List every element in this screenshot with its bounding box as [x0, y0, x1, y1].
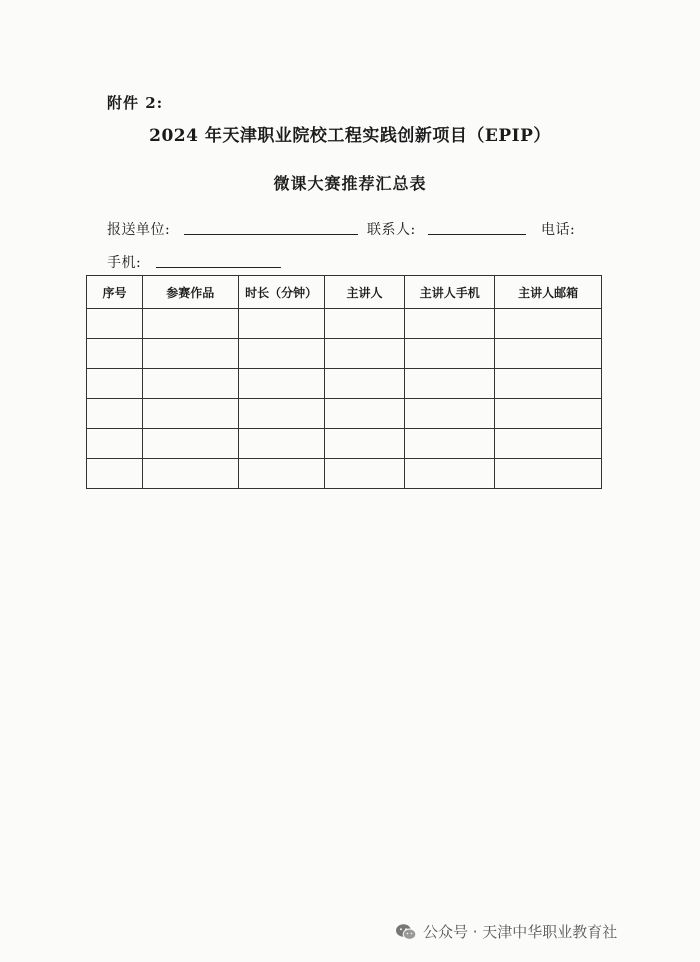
mobile-field-line [156, 266, 281, 268]
table-cell [238, 459, 324, 489]
table-cell [324, 339, 405, 369]
table-cell [142, 369, 238, 399]
table-cell [238, 429, 324, 459]
table-cell [238, 309, 324, 339]
table-cell [495, 459, 602, 489]
table-cell [324, 399, 405, 429]
header-duration: 时长（分钟） [238, 276, 324, 309]
watermark-text: 公众号 · 天津中华职业教育社 [423, 923, 618, 941]
contact-field-line [428, 233, 526, 235]
header-entry: 参赛作品 [142, 276, 238, 309]
table-cell [405, 429, 495, 459]
table-cell [142, 399, 238, 429]
table-cell [87, 429, 143, 459]
table-cell [87, 399, 143, 429]
watermark [395, 921, 617, 942]
header-lecturer-email: 主讲人邮箱 [495, 276, 602, 309]
table-header-row [87, 276, 602, 309]
table-row [87, 399, 602, 429]
table-cell [405, 339, 495, 369]
mobile-field-label: 手机: [107, 255, 142, 271]
unit-field-label: 报送单位: [107, 222, 171, 238]
table-cell [142, 459, 238, 489]
table-cell [405, 399, 495, 429]
phone-field-label: 电话: [541, 222, 576, 238]
table-cell [238, 339, 324, 369]
header-lecturer-mobile: 主讲人手机 [405, 276, 495, 309]
document-subtitle: 微课大赛推荐汇总表 [273, 174, 427, 193]
table-cell [495, 429, 602, 459]
table-cell [405, 309, 495, 339]
attachment-label: 附件 2: [107, 94, 164, 112]
table-cell [495, 399, 602, 429]
table-cell [324, 369, 405, 399]
wechat-icon [395, 923, 417, 941]
header-index: 序号 [87, 276, 143, 309]
table-cell [142, 339, 238, 369]
summary-table [86, 275, 602, 489]
table-cell [238, 399, 324, 429]
document-title: 2024 年天津职业院校工程实践创新项目（EPIP） [149, 126, 551, 146]
table-cell [87, 459, 143, 489]
table-cell [324, 429, 405, 459]
table-row [87, 339, 602, 369]
header-lecturer: 主讲人 [324, 276, 405, 309]
table-body [87, 309, 602, 489]
table-cell [87, 339, 143, 369]
table-cell [324, 309, 405, 339]
table-cell [405, 369, 495, 399]
table-cell [238, 369, 324, 399]
unit-field-line [184, 233, 358, 235]
table-row [87, 309, 602, 339]
contact-field-label: 联系人: [367, 222, 416, 238]
table-cell [405, 459, 495, 489]
table-cell [87, 309, 143, 339]
table-cell [495, 309, 602, 339]
table-row [87, 459, 602, 489]
table-row [87, 369, 602, 399]
table-cell [495, 339, 602, 369]
table-cell [87, 369, 143, 399]
table-cell [495, 369, 602, 399]
table-row [87, 429, 602, 459]
table-cell [142, 429, 238, 459]
table-cell [142, 309, 238, 339]
table-cell [324, 459, 405, 489]
